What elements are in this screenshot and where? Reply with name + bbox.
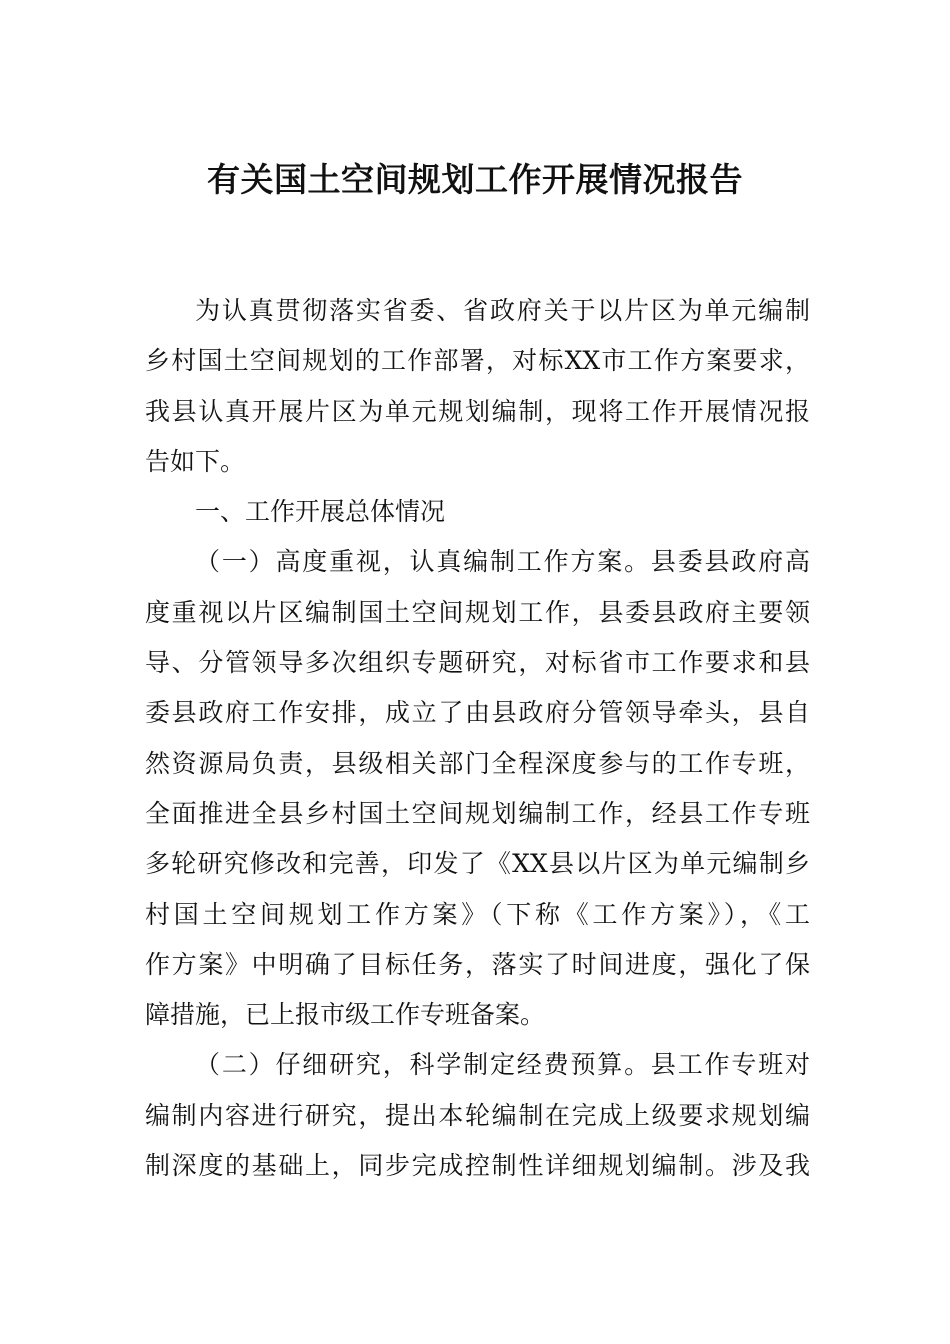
text-line: 然资源局负责，县级相关部门全程深度参与的工作专班， (145, 748, 810, 778)
text-line: 作方案》中明确了目标任务，落实了时间进度，强化了保 (145, 949, 810, 979)
text-line: （一）高度重视，认真编制工作方案。县委县政府高 (195, 547, 810, 577)
text-line: 障措施，已上报市级工作专班备案。 (145, 1000, 546, 1030)
text-line: 多轮研究修改和完善，印发了《XX县以片区为单元编制乡 (145, 849, 810, 879)
text-line: 为认真贯彻落实省委、省政府关于以片区为单元编制 (195, 296, 810, 325)
text-line: 一、工作开展总体情况 (195, 497, 446, 527)
text-line: 告如下。 (145, 446, 246, 476)
text-line: 我县认真开展片区为单元规划编制，现将工作开展情况报 (145, 396, 810, 426)
text-line: 导、分管领导多次组织专题研究，对标省市工作要求和县 (145, 648, 810, 678)
text-line: 村国土空间规划工作方案》（下称《工作方案》），《工 (145, 899, 810, 929)
text-line: 度重视以片区编制国土空间规划工作，县委县政府主要领 (145, 597, 810, 627)
text-line: 编制内容进行研究，提出本轮编制在完成上级要求规划编 (145, 1100, 810, 1130)
text-line: 全面推进全县乡村国土空间规划编制工作，经县工作专班 (145, 798, 810, 828)
text-line: 制深度的基础上，同步完成控制性详细规划编制。涉及我 (145, 1151, 810, 1181)
document-body (145, 286, 810, 1191)
text-line: （二）仔细研究，科学制定经费预算。县工作专班对 (195, 1050, 810, 1080)
text-line: 委县政府工作安排，成立了由县政府分管领导牵头，县自 (145, 698, 810, 728)
text-line: 乡村国土空间规划的工作部署，对标XX市工作方案要求， (145, 346, 810, 376)
document-title: 有关国土空间规划工作开展情况报告 (207, 160, 743, 199)
